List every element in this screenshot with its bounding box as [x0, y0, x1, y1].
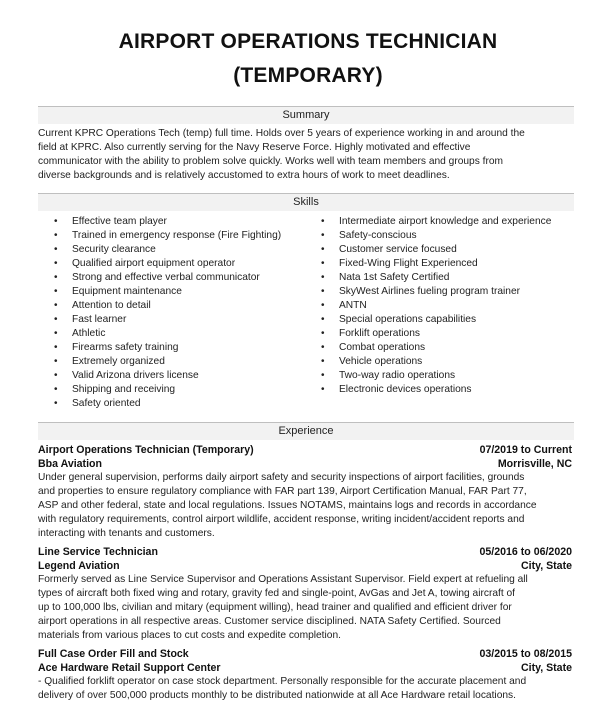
skill-item: • Intermediate airport knowledge and experience — [309, 215, 551, 229]
skill-item: • Qualified airport equipment operator — [42, 257, 281, 271]
skill-item: • Shipping and receiving — [42, 383, 281, 397]
job-description-line: Under general supervision, performs daily airport safety and security inspections of airport facilities, grounds — [38, 472, 525, 483]
skill-item: • Safety-conscious — [309, 229, 551, 243]
skill-item: • Two-way radio operations — [309, 369, 551, 383]
job-title-row — [38, 545, 572, 559]
skill-item: • Fast learner — [42, 313, 281, 327]
job-description-line: materials from various places to cut costs and expedite completion. — [38, 630, 341, 641]
skill-item: • Electronic devices operations — [309, 383, 551, 397]
skill-item: • Combat operations — [309, 341, 551, 355]
job-company-row — [38, 457, 572, 471]
job-description-line: types of aircraft both fixed wing and rotary, gravity fed and single-point, AvGas and Jet A, towing aircraft of — [38, 588, 515, 599]
skill-item: • Attention to detail — [42, 299, 281, 313]
summary-line: field at KPRC. Also currently serving for the Navy Reserve Force. Highly motivated and effective — [38, 142, 471, 153]
job-company: Bba Aviation — [38, 458, 102, 470]
job-location: City, State — [520, 560, 572, 572]
experience-heading: Experience — [38, 422, 574, 440]
job-title-row — [38, 647, 572, 661]
job-description-line: Formerly served as Line Service Supervisor and Operations Assistant Supervisor. Field expert at refueling all — [38, 574, 528, 585]
document-title-line-1: AIRPORT OPERATIONS TECHNICIAN — [118, 30, 498, 53]
job-title: Full Case Order Fill and Stock — [38, 648, 189, 660]
skill-item: • Safety oriented — [42, 397, 281, 411]
job-description-line: - Qualified forklift operator on case stock department. Personally responsible for the accurate placement and — [38, 676, 527, 687]
skill-item: • Effective team player — [42, 215, 281, 229]
skill-item: • Fixed-Wing Flight Experienced — [309, 257, 551, 271]
skill-item: • Nata 1st Safety Certified — [309, 271, 551, 285]
skill-item: • Firearms safety training — [42, 341, 281, 355]
summary-heading: Summary — [38, 106, 574, 124]
skills-list-left — [42, 215, 281, 411]
skill-item: • Vehicle operations — [309, 355, 551, 369]
job-title: Line Service Technician — [38, 546, 158, 558]
job-dates: 05/2016 to 06/2020 — [479, 546, 572, 558]
job-location: City, State — [520, 662, 572, 674]
job-description-line: interacting with tenants and customers. — [38, 528, 215, 539]
skill-item: • Special operations capabilities — [309, 313, 551, 327]
job-title-row — [38, 443, 572, 457]
job-description-line: airport operations in all respective areas. Customer service disciplined. NATA Safety Certified. Sourced — [38, 616, 501, 627]
document-title-line-2: (TEMPORARY) — [233, 64, 383, 87]
job-description-line: delivery of over 500,000 products monthly to be distributed nationwide at all Ace Hardware retail locations. — [38, 690, 516, 701]
summary-line: diverse backgrounds and is relatively accustomed to extra hours of work to meet deadlines. — [38, 170, 450, 181]
skill-item: • ANTN — [309, 299, 551, 313]
job-description-line: up to 100,000 lbs, civilian and mitary (equipment willing), head trainer and qualified and efficient driver for — [38, 602, 512, 613]
job-dates: 07/2019 to Current — [479, 444, 572, 456]
skills-list-right — [309, 215, 551, 397]
skill-item: • Extremely organized — [42, 355, 281, 369]
skill-item: • Strong and effective verbal communicator — [42, 271, 281, 285]
skill-item: • Customer service focused — [309, 243, 551, 257]
summary-text — [38, 127, 578, 183]
job-company-row — [38, 559, 572, 573]
job-description — [38, 471, 578, 541]
skill-item: • Security clearance — [42, 243, 281, 257]
skills-heading: Skills — [38, 193, 574, 211]
job-company-row — [38, 661, 572, 675]
summary-line: Current KPRC Operations Tech (temp) full time. Holds over 5 years of experience working in and around the — [38, 128, 525, 139]
skill-item: • Forklift operations — [309, 327, 551, 341]
job-description-line: ASP and other federal, state and local regulations. Issues NOTAMS, maintains logs and records in accordance — [38, 500, 537, 511]
skill-item: • Valid Arizona drivers license — [42, 369, 281, 383]
skill-item: • Athletic — [42, 327, 281, 341]
skill-item: • Trained in emergency response (Fire Fighting) — [42, 229, 281, 243]
job-location: Morrisville, NC — [497, 458, 572, 470]
job-company: Ace Hardware Retail Support Center — [38, 662, 221, 674]
job-description — [38, 573, 578, 643]
skill-item: • Equipment maintenance — [42, 285, 281, 299]
job-description — [38, 675, 578, 703]
job-description-line: with regulatory requirements, control airport wildlife, accident response, writing incident/accident reports and — [38, 514, 525, 525]
summary-line: communicator with the ability to problem solve quickly. Works well with team members and groups from — [38, 156, 504, 167]
job-title: Airport Operations Technician (Temporary) — [38, 444, 254, 456]
skill-item: • SkyWest Airlines fueling program trainer — [309, 285, 551, 299]
job-description-line: and properties to ensure regulatory compliance with FAR part 139, Airport Certification Manual, FAR Part 77, — [38, 486, 527, 497]
job-company: Legend Aviation — [38, 560, 120, 572]
job-dates: 03/2015 to 08/2015 — [479, 648, 572, 660]
